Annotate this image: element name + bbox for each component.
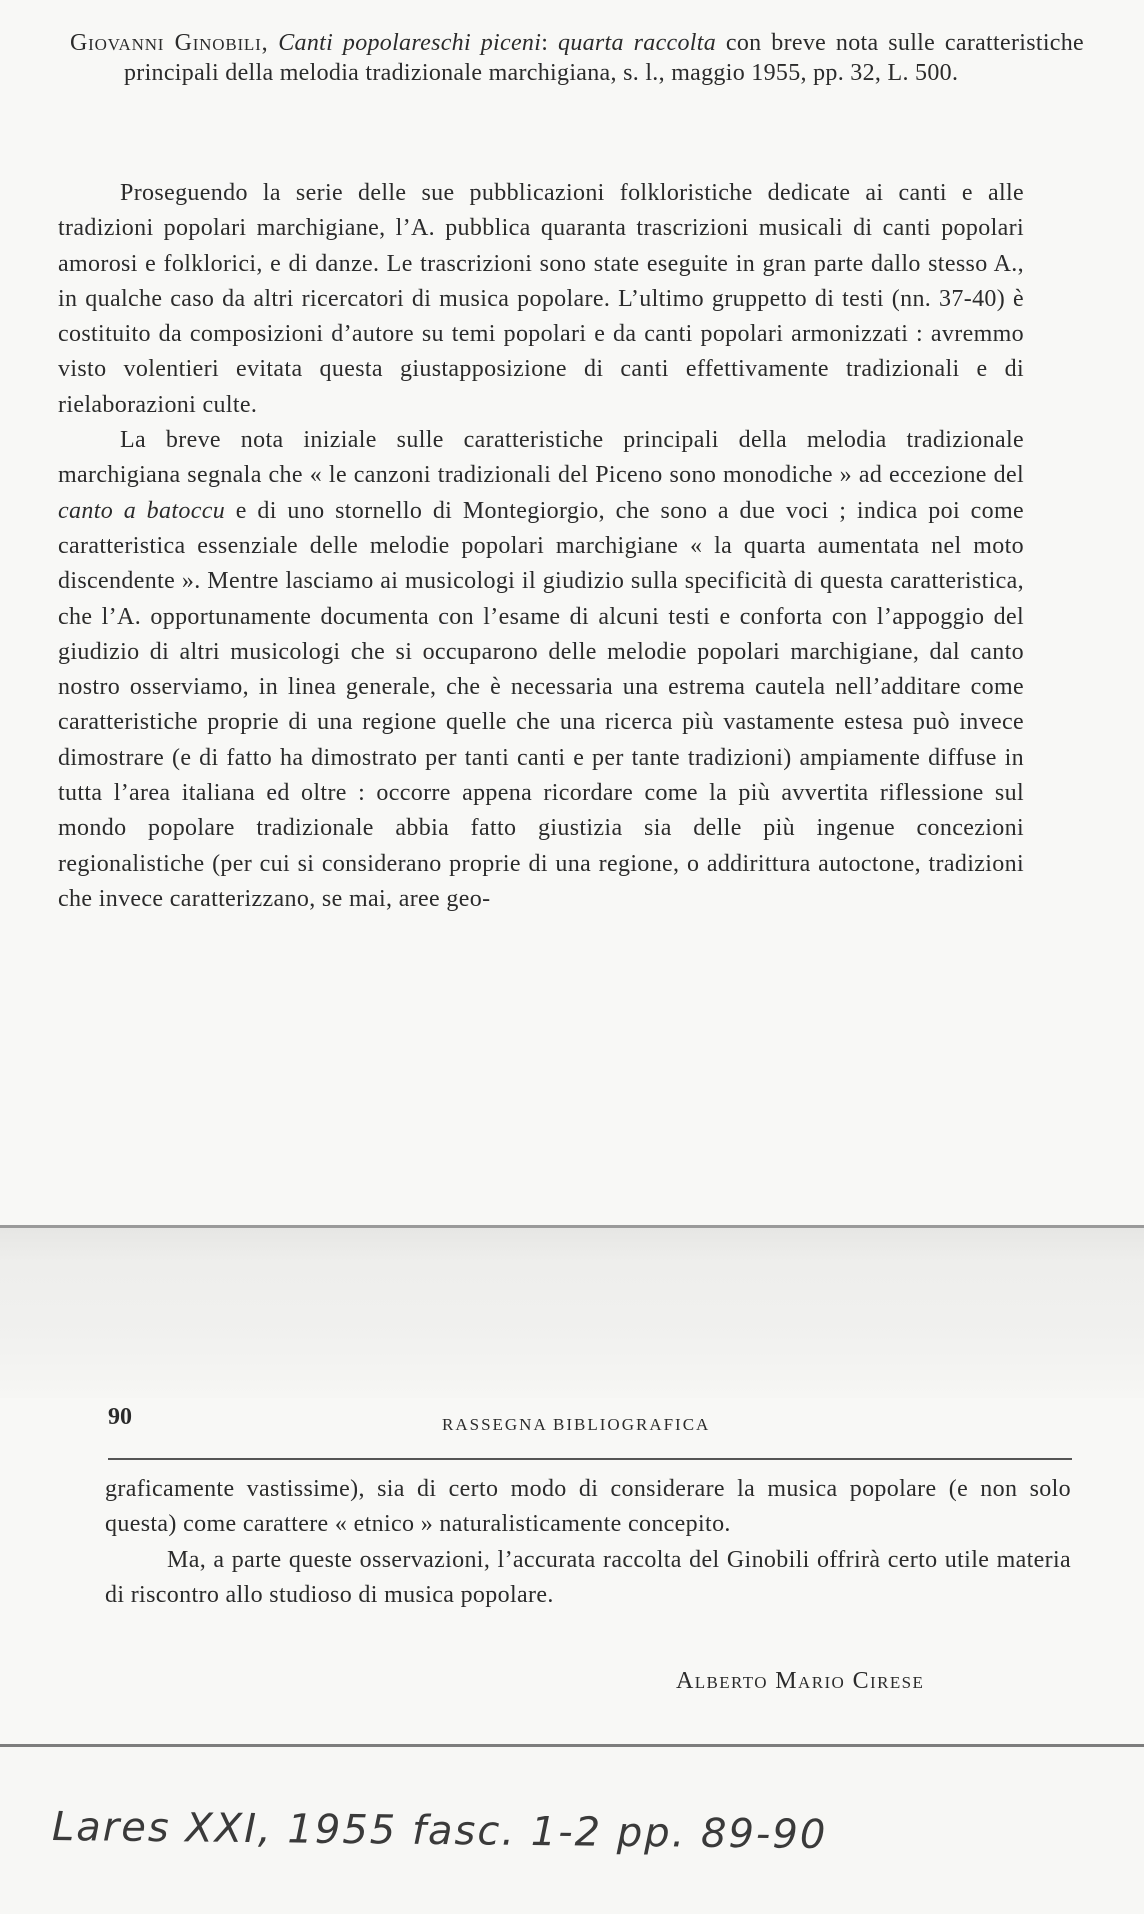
clipping-edge-bottom bbox=[0, 1744, 1144, 1747]
paragraph-1: Proseguendo la serie delle sue pubblicazioni folkloristiche dedicate ai canti e alle tradizioni popolari marchigiane, l’A. pubblica quaranta trascrizioni musicali di canti popolari amorosi e folklorici, e di danze. Le trascrizioni sono state eseguite in gran parte dallo stesso A., in qualche caso da altri ricercatori di musica popolare. L’ultimo gruppetto di testi (nn. 37-40) è costituito da composizioni d’autore su temi popolari e da canti popolari armonizzati : avremmo visto volentieri evitata questa giustapposizione di canti effettivamente tradizionali e di rielaborazioni culte. bbox=[58, 180, 1024, 418]
bibliographic-reference bbox=[70, 28, 1084, 88]
paragraph-3: graficamente vastissime), sia di certo modo di considerare la musica popolare (e non solo questa) come carattere « etnico » naturalisticamente concepito. bbox=[105, 1476, 1071, 1538]
reference-subtitle: quarta raccolta bbox=[558, 30, 717, 56]
paragraph-2-part-b: e di uno stornello di Montegiorgio, che sono a due voci ; indica poi come caratteristica essenziale delle melodie popolari marchigiane « la quarta aumentata nel moto discendente ». Mentre lasciamo ai musicologi il giudizio sulla specificità di questa caratteristica, che l’A. opportunamente documenta con l’esame di alcuni testi e conforta con l’appoggio del giudizio di altri musicologi che si occuparono delle melodie popolari marchigiane, dal canto nostro osserviamo, in linea generale, che è necessaria una estrema cautela nell’additare come caratteristiche proprie di una regione quelle che una ricerca più vastamente estesa può invece dimostrare (e di fatto ha dimostrato per tanti canti e per tante tradizioni) ampiamente diffuse in tutta l’area italiana ed oltre : occorre appena ricordare come la più avvertita riflessione sul mondo popolare tradizionale abbia fatto giustizia sia delle più ingenue concezioni regionalistiche (per cui si considerano proprie di una regione, o addirittura autoctone, tradizioni che invece caratterizzano, se mai, aree geo- bbox=[58, 497, 1024, 912]
reference-title-separator: : bbox=[541, 30, 549, 56]
section-title: RASSEGNA BIBLIOGRAFICA bbox=[442, 1415, 711, 1434]
review-body bbox=[58, 176, 1024, 917]
review-continuation bbox=[105, 1472, 1071, 1613]
page-number: 90 bbox=[108, 1404, 132, 1430]
handwritten-note: Lares XXI, 1955 fasc. 1-2 pp. 89-90 bbox=[51, 1803, 828, 1859]
running-head bbox=[108, 1404, 1072, 1444]
running-head-rule bbox=[108, 1458, 1072, 1460]
author-signature: Alberto Mario Cirese bbox=[676, 1668, 925, 1694]
paragraph-2-italic: canto a batoccu bbox=[58, 497, 226, 524]
reference-title: Canti popolareschi piceni bbox=[278, 30, 542, 56]
reference-details: con breve nota sulle caratteristiche principali della melodia tradizionale marchigiana, s. l., maggio 1955, pp. 32, L. 500. bbox=[124, 30, 1084, 86]
paragraph-2-part-a: La breve nota iniziale sulle caratteristiche principali della melodia tradizionale marchigiana segnala che « le canzoni tradizionali del Piceno sono monodiche » ad eccezione del bbox=[58, 427, 1024, 489]
reference-author: Giovanni Ginobili, bbox=[70, 30, 269, 56]
paragraph-2 bbox=[58, 423, 1024, 917]
scan-gap bbox=[0, 1228, 1144, 1398]
paragraph-4: Ma, a parte queste osservazioni, l’accurata raccolta del Ginobili offrirà certo utile materia di riscontro allo studioso di musica popolare. bbox=[105, 1546, 1071, 1608]
